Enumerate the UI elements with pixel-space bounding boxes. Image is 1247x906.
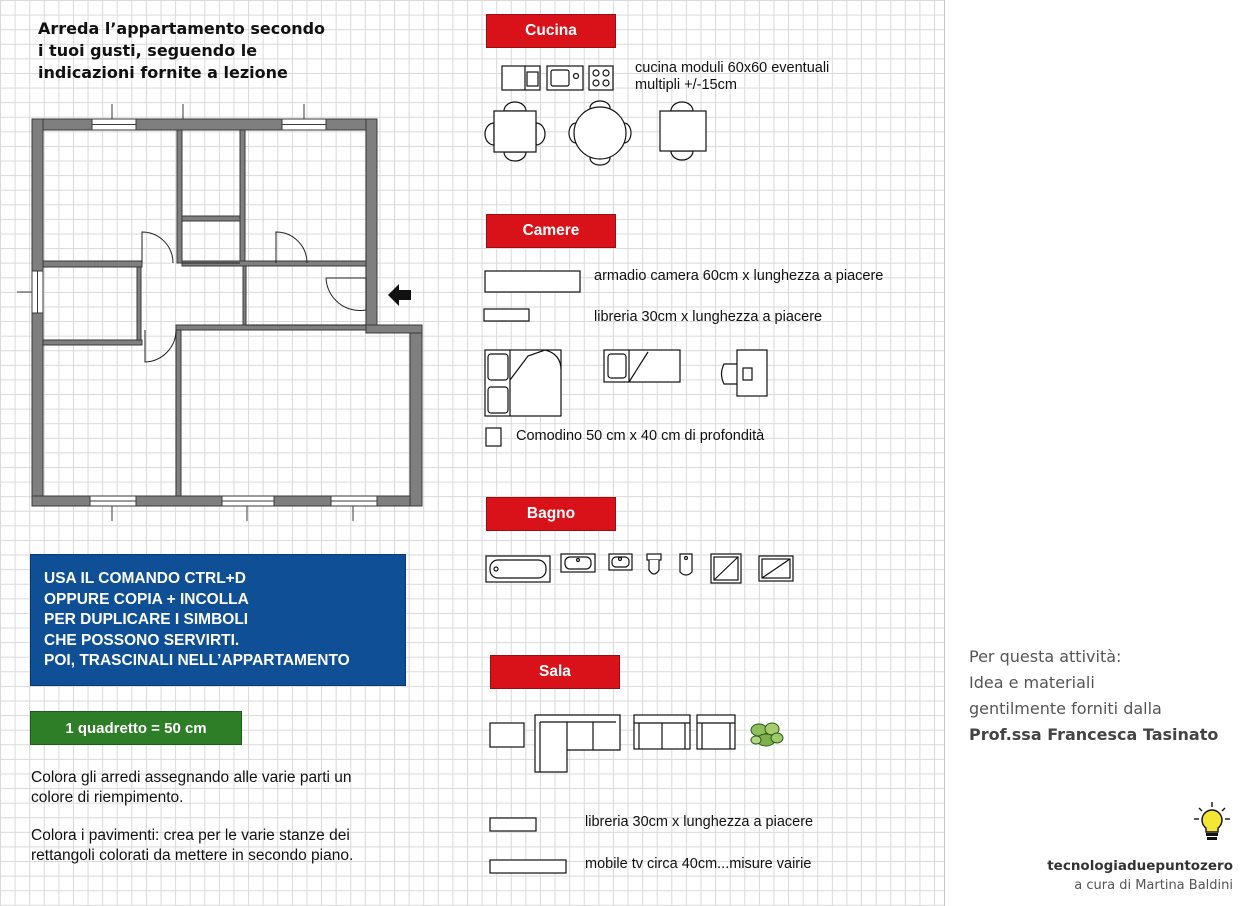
instruction-line: OPPURE COPIA + INCOLLA [44, 590, 249, 608]
libreria-description: libreria 30cm x lunghezza a piacere [594, 309, 823, 325]
note-line: rettangoli colorati da mettere in secondo piano. [31, 847, 354, 864]
credit-line: Per questa attività: [969, 647, 1122, 666]
corner-sofa-symbol[interactable] [535, 715, 620, 772]
instruction-line: USA IL COMANDO CTRL+D [44, 570, 246, 587]
desc-line: multipli +/-15cm [635, 77, 737, 93]
instruction-line: PER DUPLICARE I SIMBOLI [44, 611, 249, 628]
instruction-line: CHE POSSONO SERVIRTI. [44, 631, 240, 649]
section-label-camere: Camere [486, 214, 616, 248]
sidebar [946, 0, 1247, 906]
coffee-table-symbol[interactable] [490, 723, 524, 747]
armchair-symbol[interactable] [697, 715, 735, 749]
section-label-bagno: Bagno [486, 497, 616, 531]
bookcase-sala-symbol[interactable] [490, 818, 536, 831]
note-line: colore di riempimento. [31, 789, 184, 806]
brand-curator: a cura di Martina Baldini [1074, 878, 1233, 893]
instruction-line: POI, TRASCINALI NELL’APPARTAMENTO [44, 652, 350, 669]
note-line: Colora gli arredi assegnando alle varie parti un [31, 769, 352, 786]
section-label-sala: Sala [490, 655, 620, 689]
armadio-description: armadio camera 60cm x lunghezza a piacere [594, 268, 884, 284]
title-line: Arreda l’appartamento secondo [38, 19, 326, 38]
tv-unit-symbol[interactable] [490, 860, 566, 873]
comodino-description: Comodino 50 cm x 40 cm di profondità [516, 428, 765, 444]
credit-line: Idea e materiali [969, 673, 1095, 692]
brand [1047, 856, 1233, 896]
credits [969, 644, 1218, 748]
note-line: Colora i pavimenti: crea per le varie stanze dei [31, 827, 350, 844]
mobile-tv-description: mobile tv circa 40cm...misure vairie [585, 856, 812, 872]
title-line: i tuoi gusti, seguendo le [38, 41, 258, 60]
brand-name: tecnologiaduepuntozero [1047, 858, 1233, 874]
scale-badge: 1 quadretto = 50 cm [30, 711, 242, 745]
sala-libreria-description: libreria 30cm x lunghezza a piacere [585, 814, 814, 830]
credit-line: gentilmente forniti dalla [969, 699, 1162, 718]
lightbulb-icon [1192, 800, 1232, 844]
title-line: indicazioni fornite a lezione [38, 63, 288, 82]
desc-line: cucina moduli 60x60 eventuali [635, 60, 830, 76]
section-label-cucina: Cucina [486, 14, 616, 48]
plant-icon[interactable] [751, 723, 783, 746]
credit-author: Prof.ssa Francesca Tasinato [969, 725, 1219, 744]
sofa-three-seat-symbol[interactable] [634, 715, 690, 749]
